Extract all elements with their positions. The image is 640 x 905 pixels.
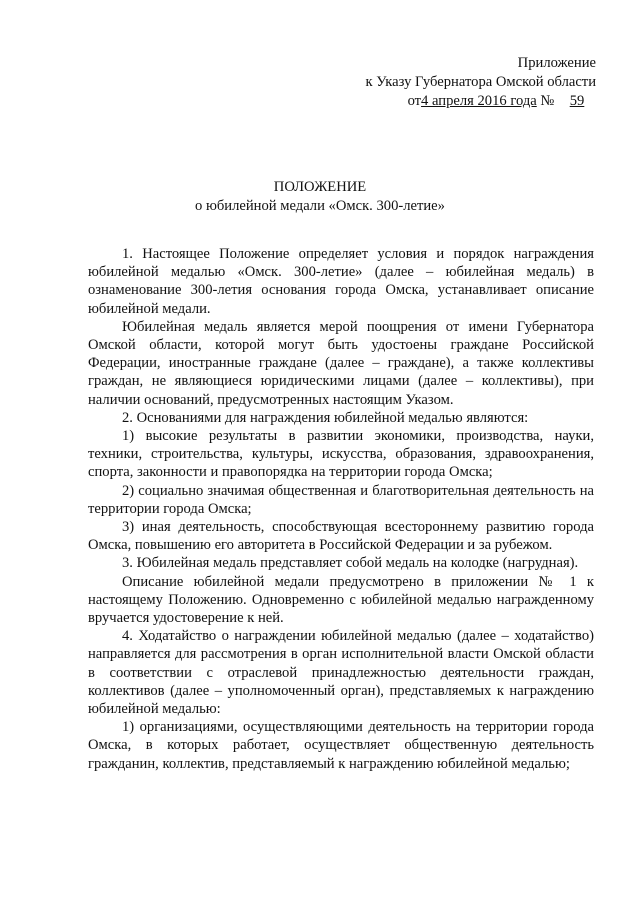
paragraph: 1) высокие результаты в развитии экономики, производства, науки, техники, строительства, культуры, искусства, образования, здравоохранения, спорта, законности и правопорядка на территории города Омска; [88,428,594,481]
title-subheading: о юбилейной медали «Омск. 300-летие» [195,198,445,214]
number-label: № [540,93,555,109]
paragraph: 3) иная деятельность, способствующая всестороннему развитию города Омска, повышению его авторитета в Российской Федерации и за рубежом. [88,519,594,554]
document-title [0,178,640,216]
paragraph: 2. Основаниями для награждения юбилейной медалью являются: [122,409,529,426]
paragraph: 1) организациями, осуществляющими деятельность на территории города Омска, в которых работает, осуществляет общественную деятельность гражданин, коллектив, представляемый к награждению юбилейной медалью; [88,719,594,772]
title-heading: ПОЛОЖЕНИЕ [273,179,367,195]
paragraph: 1. Настоящее Положение определяет условия и порядок награждения юбилейной медалью «Омск. 300-летие» (далее – юбилейная медаль) в ознаменование 300-летия основания города Омска, устанавливает описание юбилейной медали. [88,246,594,317]
decree-number: 59 [569,93,585,109]
paragraph: 2) социально значимая общественная и благотворительная деятельность на территории города Омска; [88,482,594,517]
paragraph: 4. Ходатайство о награждении юбилейной медалью (далее – ходатайство) направляется для рассмотрения в орган исполнительной власти Омской области в соответствии с отраслевой принадлежностью деятельности граждан, коллективов (далее – уполномоченный орган), представляемых к награждению юбилейной медалью: [88,628,594,718]
paragraph: Юбилейная медаль является мерой поощрения от имени Губернатора Омской области, которой могут быть удостоены граждане Российской Федерации, иностранные граждане (далее – граждане), а также коллективы граждан, не являющиеся юридическими лицами (далее – коллективы), при наличии оснований, предусмотренных настоящим Указом. [88,318,594,408]
decree-date: 4 апреля 2016 года [421,93,537,109]
date-prefix: от [407,93,422,109]
paragraph: Описание юбилейной медали предусмотрено в приложении № 1 к настоящему Положению. Одновременно с юбилейной медалью награжденному вручается удостоверение к ней. [88,573,594,627]
appendix-label: Приложение [517,55,596,71]
decree-date-line [366,92,596,111]
document-body [88,245,594,773]
decree-reference: к Указу Губернатора Омской области [365,74,596,90]
appendix-header [366,54,596,111]
paragraph: 3. Юбилейная медаль представляет собой медаль на колодке (нагрудная). [122,555,579,572]
